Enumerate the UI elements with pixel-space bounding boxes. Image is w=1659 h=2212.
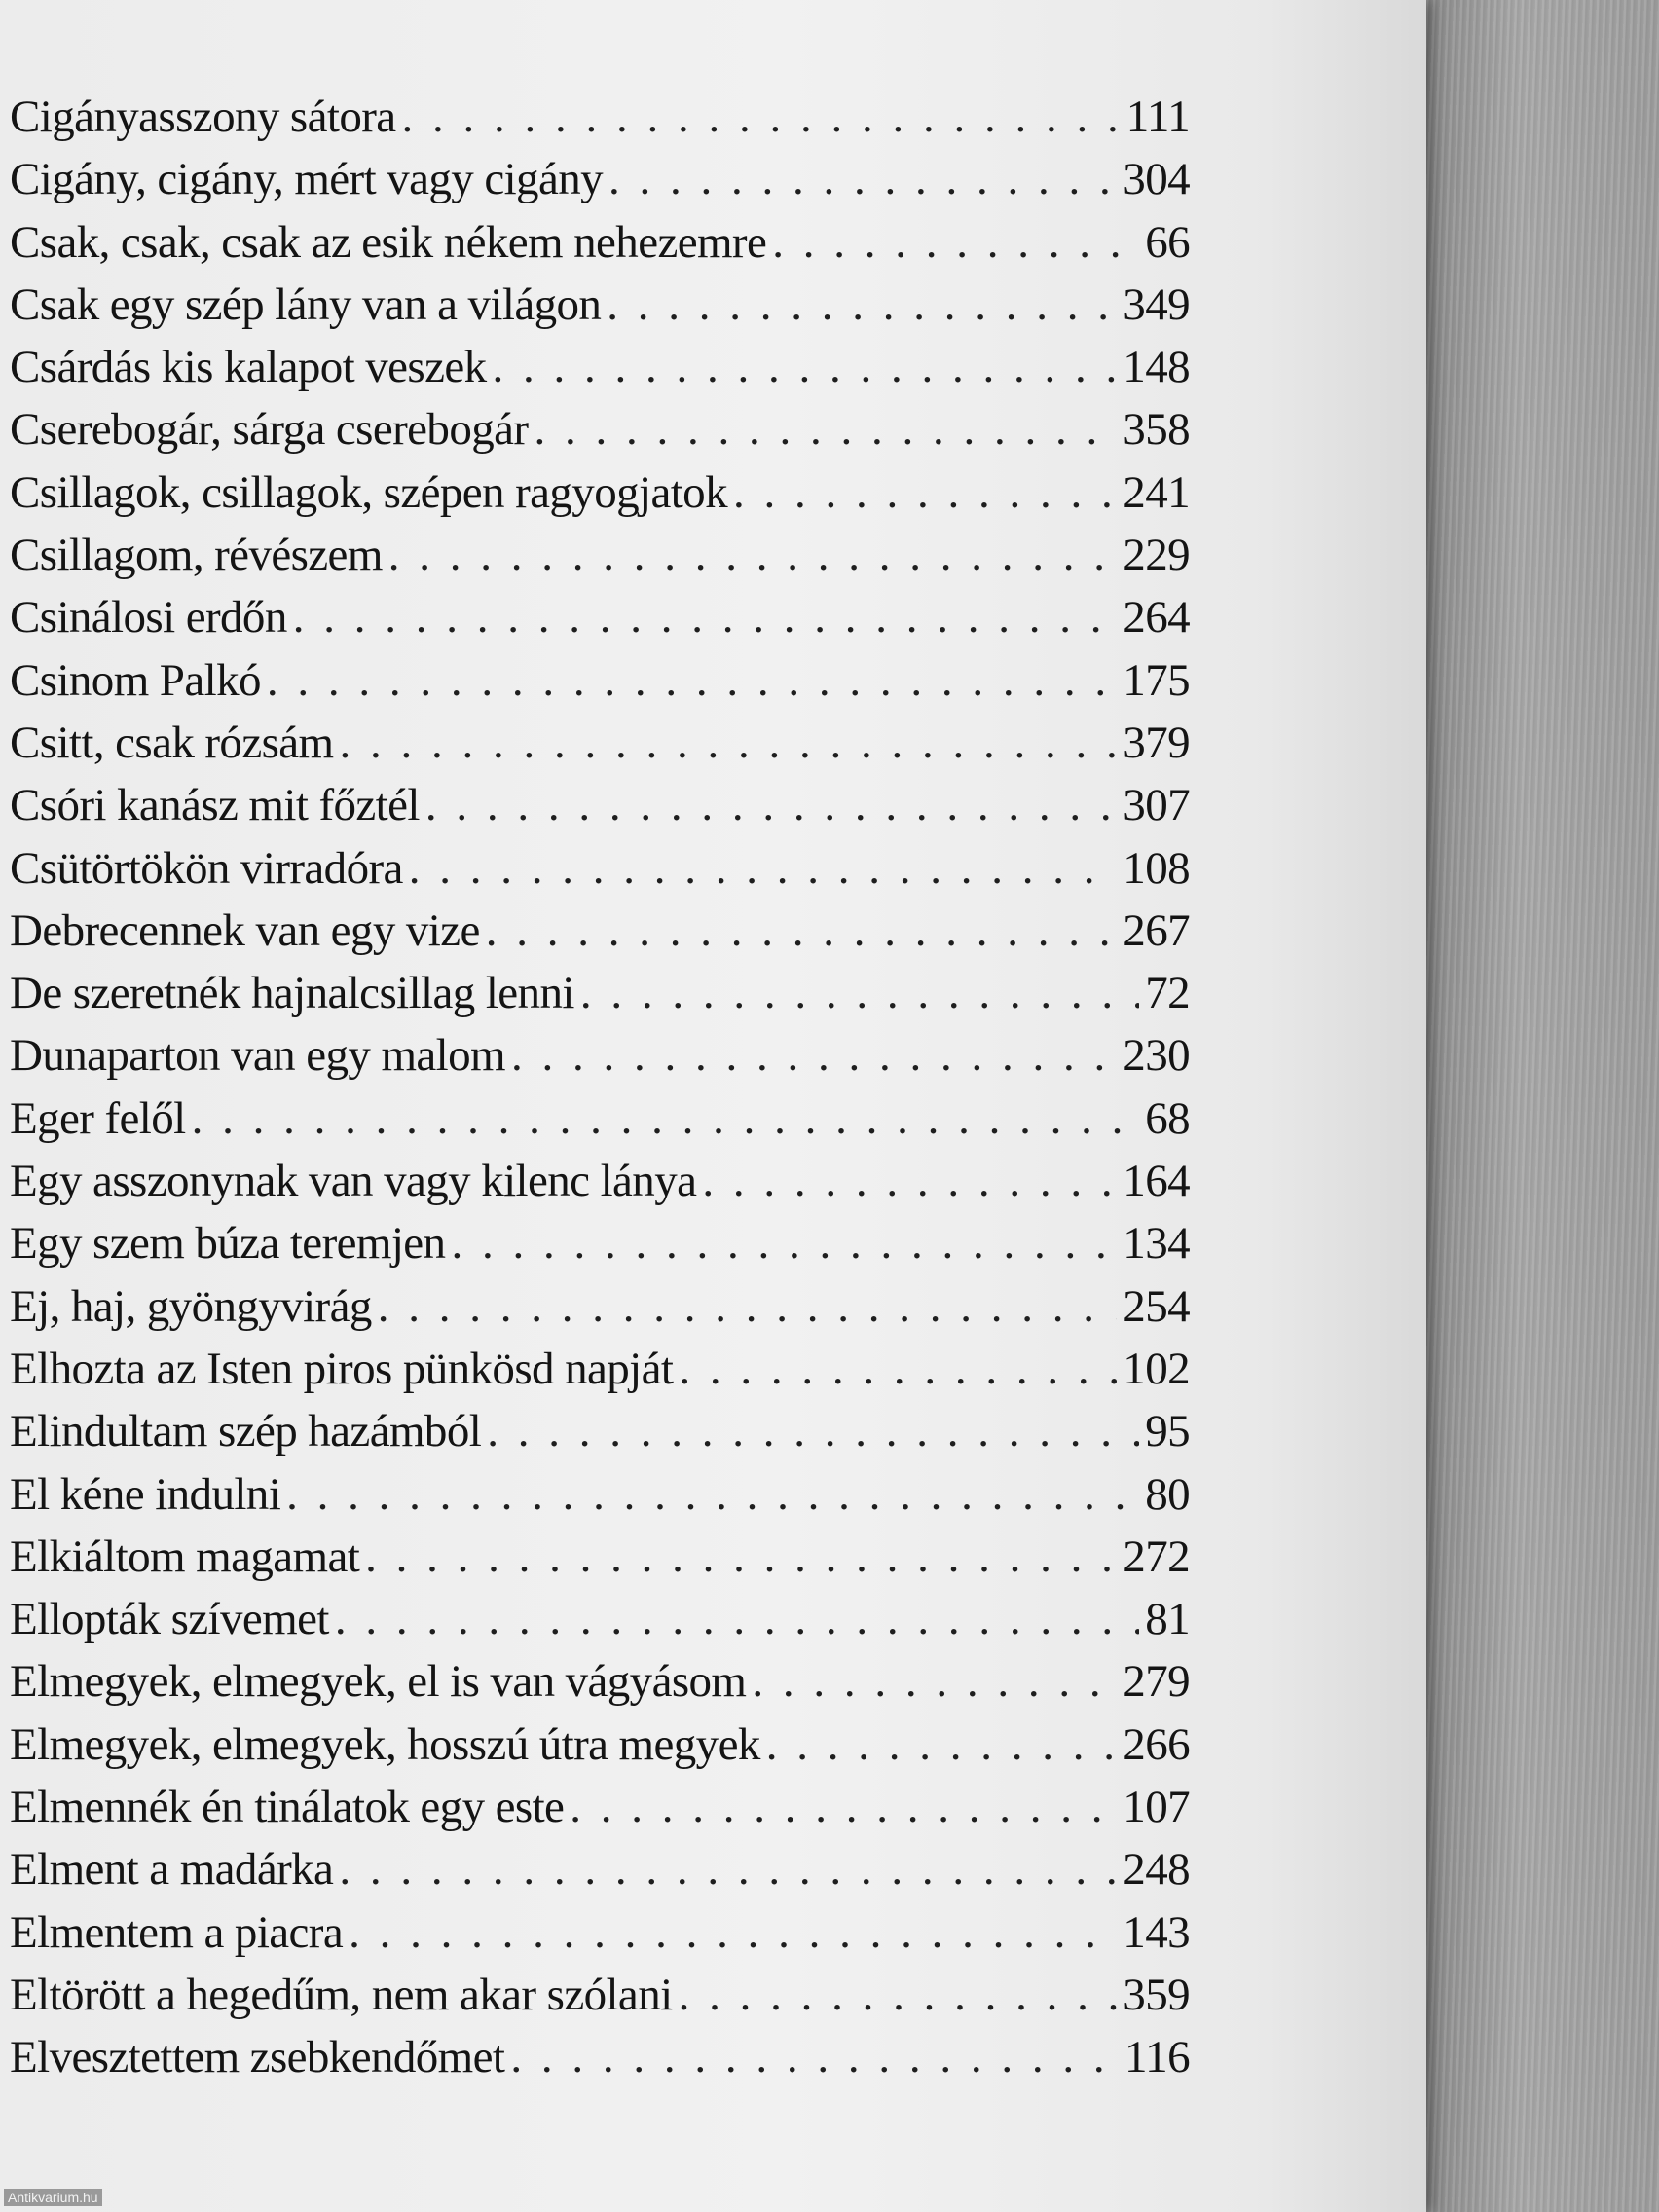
dot-leader	[267, 649, 1117, 712]
toc-page-number: 349	[1123, 278, 1190, 330]
toc-page-number: 358	[1123, 404, 1190, 456]
toc-entry	[10, 1400, 1190, 1462]
toc-entry	[10, 1338, 1190, 1400]
toc-page-number: 111	[1125, 92, 1190, 142]
dot-leader	[766, 1714, 1118, 1776]
toc-page-number: 307	[1123, 780, 1190, 831]
toc-page-number: 272	[1123, 1530, 1190, 1582]
watermark: Antikvarium.hu	[4, 2189, 102, 2206]
toc-page-number: 72	[1145, 968, 1190, 1019]
book-page-edges	[1426, 0, 1659, 2212]
dot-leader	[511, 1024, 1117, 1087]
toc-page-number: 81	[1145, 1594, 1190, 1645]
dot-leader	[487, 1400, 1139, 1462]
toc-title: Csinálosi erdőn	[10, 592, 287, 644]
toc-title: Csillagom, révészem	[10, 530, 383, 581]
toc-title: Csárdás kis kalapot veszek	[10, 342, 487, 393]
toc-page-number: 102	[1123, 1343, 1190, 1394]
toc-entry	[10, 2026, 1190, 2088]
toc-entry	[10, 1964, 1190, 2026]
toc-page-number: 230	[1123, 1030, 1190, 1082]
toc-page-number: 107	[1123, 1782, 1190, 1833]
dot-leader	[293, 586, 1118, 648]
toc-title: Eltörött a hegedűm, nem akar szólani	[10, 1969, 673, 2020]
toc-title: Ej, haj, gyöngyvirág	[10, 1280, 372, 1332]
toc-title: Csillagok, csillagok, szépen ragyogjatok	[10, 466, 727, 518]
toc-page-number: 379	[1123, 717, 1190, 768]
dot-leader	[402, 86, 1121, 148]
toc-title: Cigány, cigány, mért vagy cigány	[10, 154, 604, 205]
dot-leader	[608, 148, 1117, 210]
toc-title: Csak, csak, csak az esik nékem nehezemre	[10, 216, 767, 268]
toc-title: Egy szem búza teremjen	[10, 1218, 446, 1270]
dot-leader	[365, 1526, 1117, 1588]
toc-title: Elindultam szép hazámból	[10, 1406, 482, 1457]
dot-leader	[486, 900, 1118, 962]
dot-leader	[349, 1901, 1117, 1964]
dot-leader	[286, 1463, 1139, 1526]
toc-title: Dunaparton van egy malom	[10, 1030, 505, 1082]
toc-title: Ellopták szívemet	[10, 1594, 329, 1645]
dot-leader	[679, 1338, 1117, 1400]
toc-title: Cigányasszony sátora	[10, 92, 396, 142]
toc-page-number: 108	[1123, 842, 1190, 894]
toc-title: El kéne indulni	[10, 1468, 281, 1520]
toc-title: Elmegyek, elmegyek, el is van vágyásom	[10, 1656, 747, 1708]
toc-page-number: 279	[1123, 1656, 1190, 1708]
toc-title: Debrecennek van egy vize	[10, 904, 480, 956]
toc-page-number: 68	[1145, 1092, 1190, 1144]
toc-entry	[10, 86, 1190, 148]
toc-title: Elhozta az Isten piros pünkösd napját	[10, 1343, 674, 1394]
dot-leader	[733, 461, 1117, 524]
toc-page-number: 66	[1145, 216, 1190, 268]
toc-page-number: 148	[1123, 342, 1190, 393]
toc-entry	[10, 900, 1190, 962]
dot-leader	[335, 1588, 1139, 1650]
dot-leader	[340, 712, 1118, 774]
toc-entry	[10, 211, 1190, 274]
toc-entry	[10, 1463, 1190, 1526]
toc-page-number: 264	[1123, 592, 1190, 644]
toc-entry	[10, 148, 1190, 210]
dot-leader	[702, 1150, 1117, 1212]
dot-leader	[339, 1838, 1117, 1900]
toc-title: Csak egy szép lány van a világon	[10, 278, 602, 330]
toc-title: Cserebogár, sárga cserebogár	[10, 404, 529, 456]
toc-entry	[10, 1088, 1190, 1150]
toc-page-number: 266	[1123, 1718, 1190, 1770]
toc-page-number: 248	[1123, 1844, 1190, 1896]
toc-entry	[10, 837, 1190, 900]
toc-page-number: 143	[1123, 1906, 1190, 1958]
toc-entry	[10, 398, 1190, 461]
dot-leader	[752, 1650, 1117, 1713]
toc-entry	[10, 774, 1190, 836]
toc-entry	[10, 1275, 1190, 1338]
toc-entry	[10, 1776, 1190, 1838]
dot-leader	[192, 1088, 1140, 1150]
dot-leader	[772, 211, 1139, 274]
toc-title: Egy asszonynak van vagy kilenc lánya	[10, 1156, 697, 1207]
toc-title: Csinom Palkó	[10, 654, 261, 706]
dot-leader	[510, 2026, 1119, 2088]
toc-page-number: 80	[1145, 1468, 1190, 1520]
dot-leader	[607, 274, 1117, 336]
dot-leader	[534, 398, 1117, 461]
dot-leader	[570, 1776, 1117, 1838]
toc-page-number: 175	[1123, 654, 1190, 706]
toc-page-number: 267	[1123, 904, 1190, 956]
toc-page-number: 229	[1123, 530, 1190, 581]
toc-title: De szeretnék hajnalcsillag lenni	[10, 968, 574, 1019]
table-of-contents	[10, 86, 1190, 2089]
toc-entry	[10, 1024, 1190, 1087]
toc-entry	[10, 1901, 1190, 1964]
dot-leader	[378, 1275, 1118, 1338]
toc-page-number: 359	[1123, 1969, 1190, 2020]
toc-entry	[10, 1526, 1190, 1588]
toc-page-number: 116	[1124, 2032, 1190, 2083]
dot-leader	[679, 1964, 1118, 2026]
toc-entry	[10, 586, 1190, 648]
toc-entry	[10, 274, 1190, 336]
toc-entry	[10, 1212, 1190, 1274]
toc-entry	[10, 461, 1190, 524]
toc-title: Csóri kanász mit főztél	[10, 780, 420, 831]
toc-entry	[10, 1838, 1190, 1900]
toc-title: Elment a madárka	[10, 1844, 334, 1896]
dot-leader	[451, 1212, 1117, 1274]
dot-leader	[425, 774, 1117, 836]
toc-title: Csitt, csak rózsám	[10, 717, 334, 768]
toc-page-number: 254	[1123, 1280, 1190, 1332]
toc-title: Elmennék én tinálatok egy este	[10, 1782, 565, 1833]
toc-entry	[10, 962, 1190, 1024]
toc-title: Csütörtökön virradóra	[10, 842, 403, 894]
toc-entry	[10, 1650, 1190, 1713]
dot-leader	[493, 336, 1118, 398]
toc-entry	[10, 649, 1190, 712]
toc-entry	[10, 712, 1190, 774]
dot-leader	[580, 962, 1139, 1024]
toc-entry	[10, 336, 1190, 398]
toc-entry	[10, 1588, 1190, 1650]
toc-page-number: 134	[1123, 1218, 1190, 1270]
toc-page-number: 304	[1123, 154, 1190, 205]
toc-page-number: 164	[1123, 1156, 1190, 1207]
toc-title: Elmentem a piacra	[10, 1906, 344, 1958]
toc-entry	[10, 1150, 1190, 1212]
toc-page-number: 95	[1145, 1406, 1190, 1457]
dot-leader	[409, 837, 1118, 900]
toc-title: Elmegyek, elmegyek, hosszú útra megyek	[10, 1718, 760, 1770]
toc-entry	[10, 524, 1190, 586]
toc-page-number: 241	[1123, 466, 1190, 518]
toc-entry	[10, 1714, 1190, 1776]
toc-title: Eger felől	[10, 1092, 186, 1144]
toc-title: Elkiáltom magamat	[10, 1530, 360, 1582]
toc-title: Elvesztettem zsebkendőmet	[10, 2032, 505, 2083]
dot-leader	[388, 524, 1118, 586]
